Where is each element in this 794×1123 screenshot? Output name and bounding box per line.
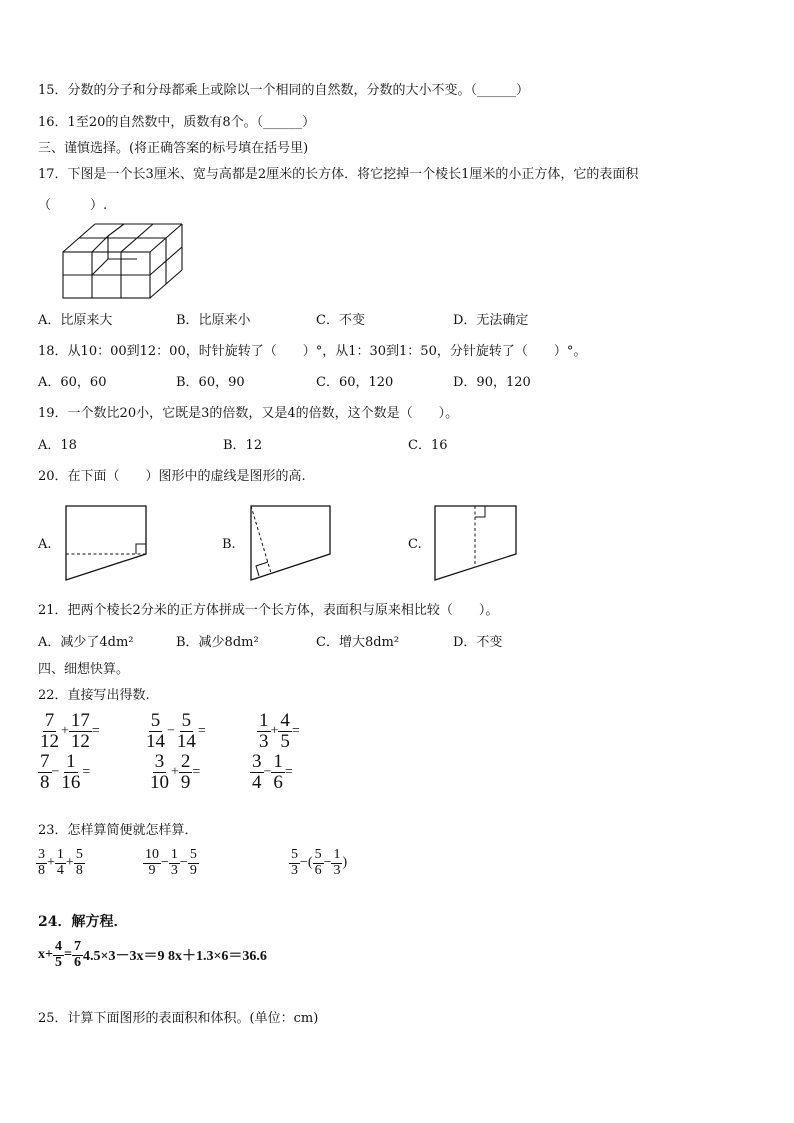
q23-expr-1: $\frac{3}{8}$ + $\frac{1}{4}$ + $\frac{5}{8}$ [38, 847, 83, 878]
q17-option-c[interactable]: C．不变 [316, 313, 365, 328]
q22-expr-1: $\frac{7}{12}$ + $\frac{17}{12}$ = [40, 710, 100, 752]
q20-figure-c [432, 503, 522, 583]
question-19: 19．一个数比20小，它既是3的倍数，又是4的倍数，这个数是（ ）。 [38, 406, 459, 421]
q22-expr-2: $\frac{5}{14}$ − $\frac{5}{14}$ = [146, 710, 206, 752]
q23-expr-2: $\frac{10}{9}$ − $\frac{1}{3}$ − $\frac{5}{9}$ [145, 847, 197, 878]
q20-label-b[interactable]: B. [222, 537, 236, 552]
question-25: 25．计算下面图形的表面积和体积。(单位：cm) [38, 1011, 319, 1026]
q22-expr-6: $\frac{3}{4}$ − $\frac{1}{6}$ = [252, 751, 293, 793]
question-23: 23．怎样算简便就怎样算． [38, 823, 198, 838]
q20-label-c[interactable]: C. [408, 537, 422, 552]
section-4-heading: 四、细想快算。 [38, 662, 130, 677]
question-22: 22．直接写出得数. [38, 688, 150, 703]
q18-option-c[interactable]: C．60，120 [316, 375, 394, 390]
q20-figure-b [246, 503, 336, 583]
question-20: 20．在下面（ ）图形中的虚线是图形的高. [38, 469, 306, 484]
q24-equations: x+ $\frac{4}{5}$ = $\frac{7}{6}$ 4.5×3－3x＝9 8x＋1.3×6＝36.6 [38, 939, 267, 970]
question-18: 18．从10：00到12：00，时针旋转了（ ）°，从1：30到1：50，分针旋转了（ ）°。 [38, 344, 587, 359]
q18-option-a[interactable]: A．60，60 [38, 375, 107, 390]
cuboid-figure [60, 222, 190, 302]
q17-option-b[interactable]: B．比原来小 [176, 313, 251, 328]
question-17-blank: （ ）. [38, 198, 108, 213]
q21-option-c[interactable]: C．增大8dm² [316, 635, 400, 650]
q22-expr-5: $\frac{3}{10}$ + $\frac{2}{9}$ = [150, 751, 201, 793]
q17-option-d[interactable]: D．无法确定 [453, 313, 529, 328]
q21-option-d[interactable]: D．不变 [453, 635, 503, 650]
q21-option-b[interactable]: B．减少8dm² [176, 635, 259, 650]
q22-expr-4: $\frac{7}{8}$ − $\frac{1}{16}$ = [40, 751, 91, 793]
question-17: 17．下图是一个长3厘米、宽与高都是2厘米的长方体．将它挖掉一个棱长1厘米的小正方体，它的表面积 [38, 167, 639, 182]
q19-option-c[interactable]: C．16 [408, 438, 448, 453]
q18-option-d[interactable]: D．90，120 [453, 375, 531, 390]
q22-expr-3: $\frac{1}{3}$ + $\frac{4}{5}$ = [259, 710, 300, 752]
q23-expr-3: $\frac{5}{3}$ −( $\frac{5}{6}$ − $\frac{1}{3}$ ) [291, 847, 348, 878]
q18-option-b[interactable]: B．60，90 [176, 375, 245, 390]
question-15: 15．分数的分子和分母都乘上或除以一个相同的自然数，分数的大小不变。（______） [38, 83, 530, 98]
q21-option-a[interactable]: A．减少了4dm² [38, 635, 134, 650]
question-16: 16．1至20的自然数中，质数有8个。（______） [38, 115, 316, 130]
q20-label-a[interactable]: A. [38, 537, 52, 552]
question-24: 24．解方程． [38, 914, 128, 930]
question-21: 21．把两个棱长2分米的正方体拼成一个长方体，表面积与原来相比较（ ）。 [38, 603, 499, 618]
q19-option-a[interactable]: A．18 [38, 438, 77, 453]
q20-figure-a [62, 503, 152, 583]
q17-option-a[interactable]: A．比原来大 [38, 313, 113, 328]
section-3-heading: 三、谨慎选择。(将正确答案的标号填在括号里) [38, 141, 309, 156]
q19-option-b[interactable]: B．12 [223, 438, 263, 453]
